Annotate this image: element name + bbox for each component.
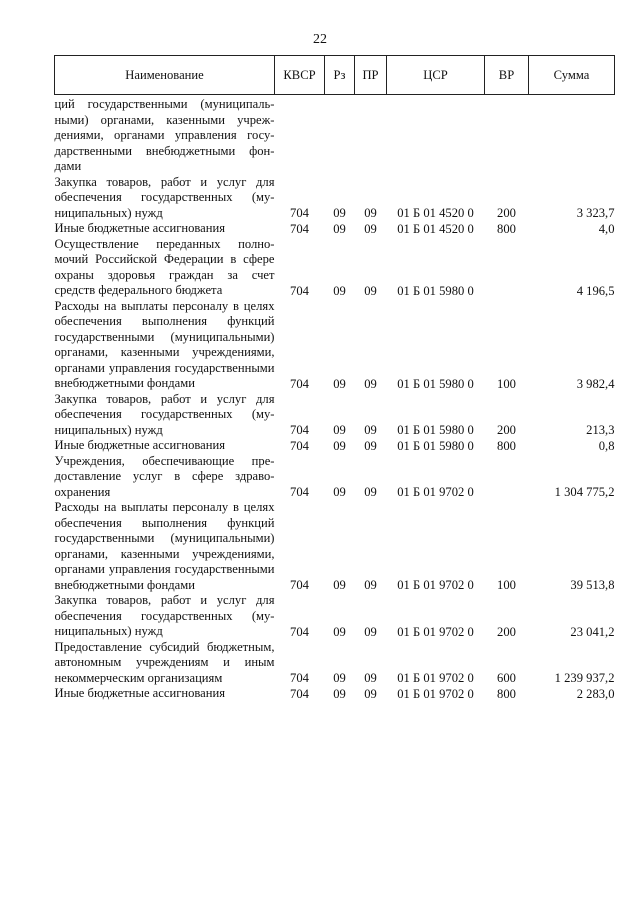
cell-rz bbox=[325, 95, 355, 175]
cell-csr: 01 Б 01 5980 0 bbox=[397, 283, 474, 298]
cell-vr bbox=[485, 237, 529, 299]
cell-csr bbox=[387, 95, 485, 175]
cell-vr: 600 bbox=[497, 671, 516, 685]
header-rz: Рз bbox=[325, 56, 355, 95]
cell-kvsr: 704 bbox=[290, 485, 309, 499]
cell-vr: 200 bbox=[497, 423, 516, 437]
header-csr: ЦСР bbox=[387, 56, 485, 95]
cell-kvsr: 704 bbox=[290, 624, 309, 639]
cell-kvsr: 704 bbox=[290, 423, 309, 437]
budget-table bbox=[54, 55, 615, 702]
table-row bbox=[55, 640, 615, 687]
cell-pr: 09 bbox=[364, 423, 377, 437]
cell-name: ций государственными (муниципальными) органами, казенными учреждениями, органами управления государственными внебюджетными фондами bbox=[54, 97, 275, 173]
cell-rz: 09 bbox=[333, 376, 346, 391]
header-kvsr: КВСР bbox=[275, 56, 325, 95]
cell-sum: 0,8 bbox=[598, 438, 615, 453]
cell-csr: 01 Б 01 9702 0 bbox=[397, 485, 474, 499]
cell-sum: 2 283,0 bbox=[576, 686, 615, 701]
table-body bbox=[55, 95, 615, 702]
cell-rz: 09 bbox=[333, 206, 346, 220]
cell-csr: 01 Б 01 9702 0 bbox=[397, 578, 474, 592]
cell-name: Закупка товаров, работ и услуг для обеспечения государственных (муниципальных) нужд bbox=[54, 174, 275, 220]
cell-vr bbox=[485, 95, 529, 175]
cell-rz: 09 bbox=[333, 283, 346, 298]
cell-sum bbox=[529, 95, 615, 175]
header-vr: ВР bbox=[485, 56, 529, 95]
cell-pr: 09 bbox=[364, 485, 377, 499]
cell-sum: 3 982,4 bbox=[576, 376, 615, 391]
table-row bbox=[55, 686, 615, 702]
table-row bbox=[55, 299, 615, 392]
cell-sum: 4 196,5 bbox=[576, 283, 615, 298]
cell-kvsr: 704 bbox=[290, 283, 309, 298]
cell-pr: 09 bbox=[364, 376, 377, 391]
cell-csr: 01 Б 01 5980 0 bbox=[397, 376, 474, 391]
cell-kvsr: 704 bbox=[290, 671, 309, 685]
cell-pr: 09 bbox=[364, 206, 377, 220]
table-row bbox=[55, 392, 615, 439]
cell-kvsr: 704 bbox=[290, 438, 309, 453]
cell-rz: 09 bbox=[333, 578, 346, 592]
cell-name: Учреждения, обеспечивающие предоставление услуг в сфере здравоохранения bbox=[54, 453, 275, 499]
cell-name: Закупка товаров, работ и услуг для обеспечения государственных (муниципальных) нужд bbox=[54, 593, 275, 638]
cell-csr: 01 Б 01 4520 0 bbox=[397, 221, 474, 236]
cell-vr: 800 bbox=[497, 438, 516, 453]
cell-rz: 09 bbox=[333, 485, 346, 499]
cell-kvsr bbox=[275, 95, 325, 175]
cell-sum: 1 304 775,2 bbox=[554, 485, 615, 499]
cell-name: Предоставление субсидий бюджетным, автономным учреждениям и иным некоммерческим организациям bbox=[54, 639, 275, 685]
page-number: 22 bbox=[313, 32, 327, 47]
cell-name: Расходы на выплаты персоналу в целях обеспечения выполнения функций государственными (муниципальными) органами, казенными учреждениями, органами управления государственными внебюджетными фондами bbox=[54, 298, 275, 390]
cell-vr: 100 bbox=[497, 578, 516, 592]
cell-vr: 800 bbox=[497, 221, 516, 236]
cell-rz: 09 bbox=[333, 624, 346, 639]
table-row bbox=[55, 237, 615, 299]
cell-name: Иные бюджетные ассигнования bbox=[54, 221, 226, 235]
cell-vr: 200 bbox=[497, 624, 516, 639]
cell-vr: 100 bbox=[497, 376, 516, 391]
table-row bbox=[55, 95, 615, 175]
cell-sum: 4,0 bbox=[598, 221, 615, 236]
header-pr: ПР bbox=[355, 56, 387, 95]
table-row bbox=[55, 454, 615, 501]
cell-csr: 01 Б 01 9702 0 bbox=[397, 686, 474, 701]
cell-kvsr: 704 bbox=[290, 578, 309, 592]
cell-sum: 3 323,7 bbox=[576, 206, 615, 220]
cell-name: Иные бюджетные ассигнования bbox=[54, 438, 226, 452]
table-row bbox=[55, 438, 615, 454]
cell-rz: 09 bbox=[333, 686, 346, 701]
cell-sum: 23 041,2 bbox=[570, 624, 615, 639]
cell-csr: 01 Б 01 9702 0 bbox=[397, 624, 474, 639]
cell-vr: 800 bbox=[497, 686, 516, 701]
table-row bbox=[55, 593, 615, 640]
cell-pr bbox=[355, 95, 387, 175]
cell-pr: 09 bbox=[364, 671, 377, 685]
cell-rz: 09 bbox=[333, 671, 346, 685]
cell-csr: 01 Б 01 5980 0 bbox=[397, 438, 474, 453]
cell-kvsr: 704 bbox=[290, 376, 309, 391]
cell-pr: 09 bbox=[364, 283, 377, 298]
cell-pr: 09 bbox=[364, 221, 377, 236]
table-header-row bbox=[55, 56, 615, 95]
cell-vr: 200 bbox=[497, 206, 516, 220]
cell-sum: 39 513,8 bbox=[570, 578, 615, 592]
cell-sum: 213,3 bbox=[586, 423, 615, 437]
cell-kvsr: 704 bbox=[290, 221, 309, 236]
table-row bbox=[55, 500, 615, 593]
cell-csr: 01 Б 01 5980 0 bbox=[397, 423, 474, 437]
table-row bbox=[55, 221, 615, 237]
cell-csr: 01 Б 01 4520 0 bbox=[397, 206, 474, 220]
header-sum: Сумма bbox=[529, 56, 615, 95]
table-row bbox=[55, 175, 615, 222]
cell-kvsr: 704 bbox=[290, 206, 309, 220]
cell-rz: 09 bbox=[333, 438, 346, 453]
cell-name: Осуществление переданных полномочий Российской Федерации в сфере охраны здоровья граждан за счет средств федерального бюджета bbox=[54, 236, 275, 297]
cell-pr: 09 bbox=[364, 578, 377, 592]
cell-csr: 01 Б 01 9702 0 bbox=[397, 671, 474, 685]
header-name: Наименование bbox=[55, 56, 275, 95]
cell-rz: 09 bbox=[333, 221, 346, 236]
cell-vr bbox=[485, 454, 529, 501]
cell-rz: 09 bbox=[333, 423, 346, 437]
cell-sum: 1 239 937,2 bbox=[554, 671, 615, 685]
cell-pr: 09 bbox=[364, 624, 377, 639]
cell-kvsr: 704 bbox=[290, 686, 309, 701]
cell-pr: 09 bbox=[364, 686, 377, 701]
cell-pr: 09 bbox=[364, 438, 377, 453]
cell-name: Расходы на выплаты персоналу в целях обеспечения выполнения функций государственными (муниципальными) органами, казенными учреждениями, органами управления государственными внебюджетными фондами bbox=[54, 500, 275, 592]
cell-name: Закупка товаров, работ и услуг для обеспечения государственных (муниципальных) нужд bbox=[54, 391, 275, 437]
cell-name: Иные бюджетные ассигнования bbox=[54, 686, 226, 700]
